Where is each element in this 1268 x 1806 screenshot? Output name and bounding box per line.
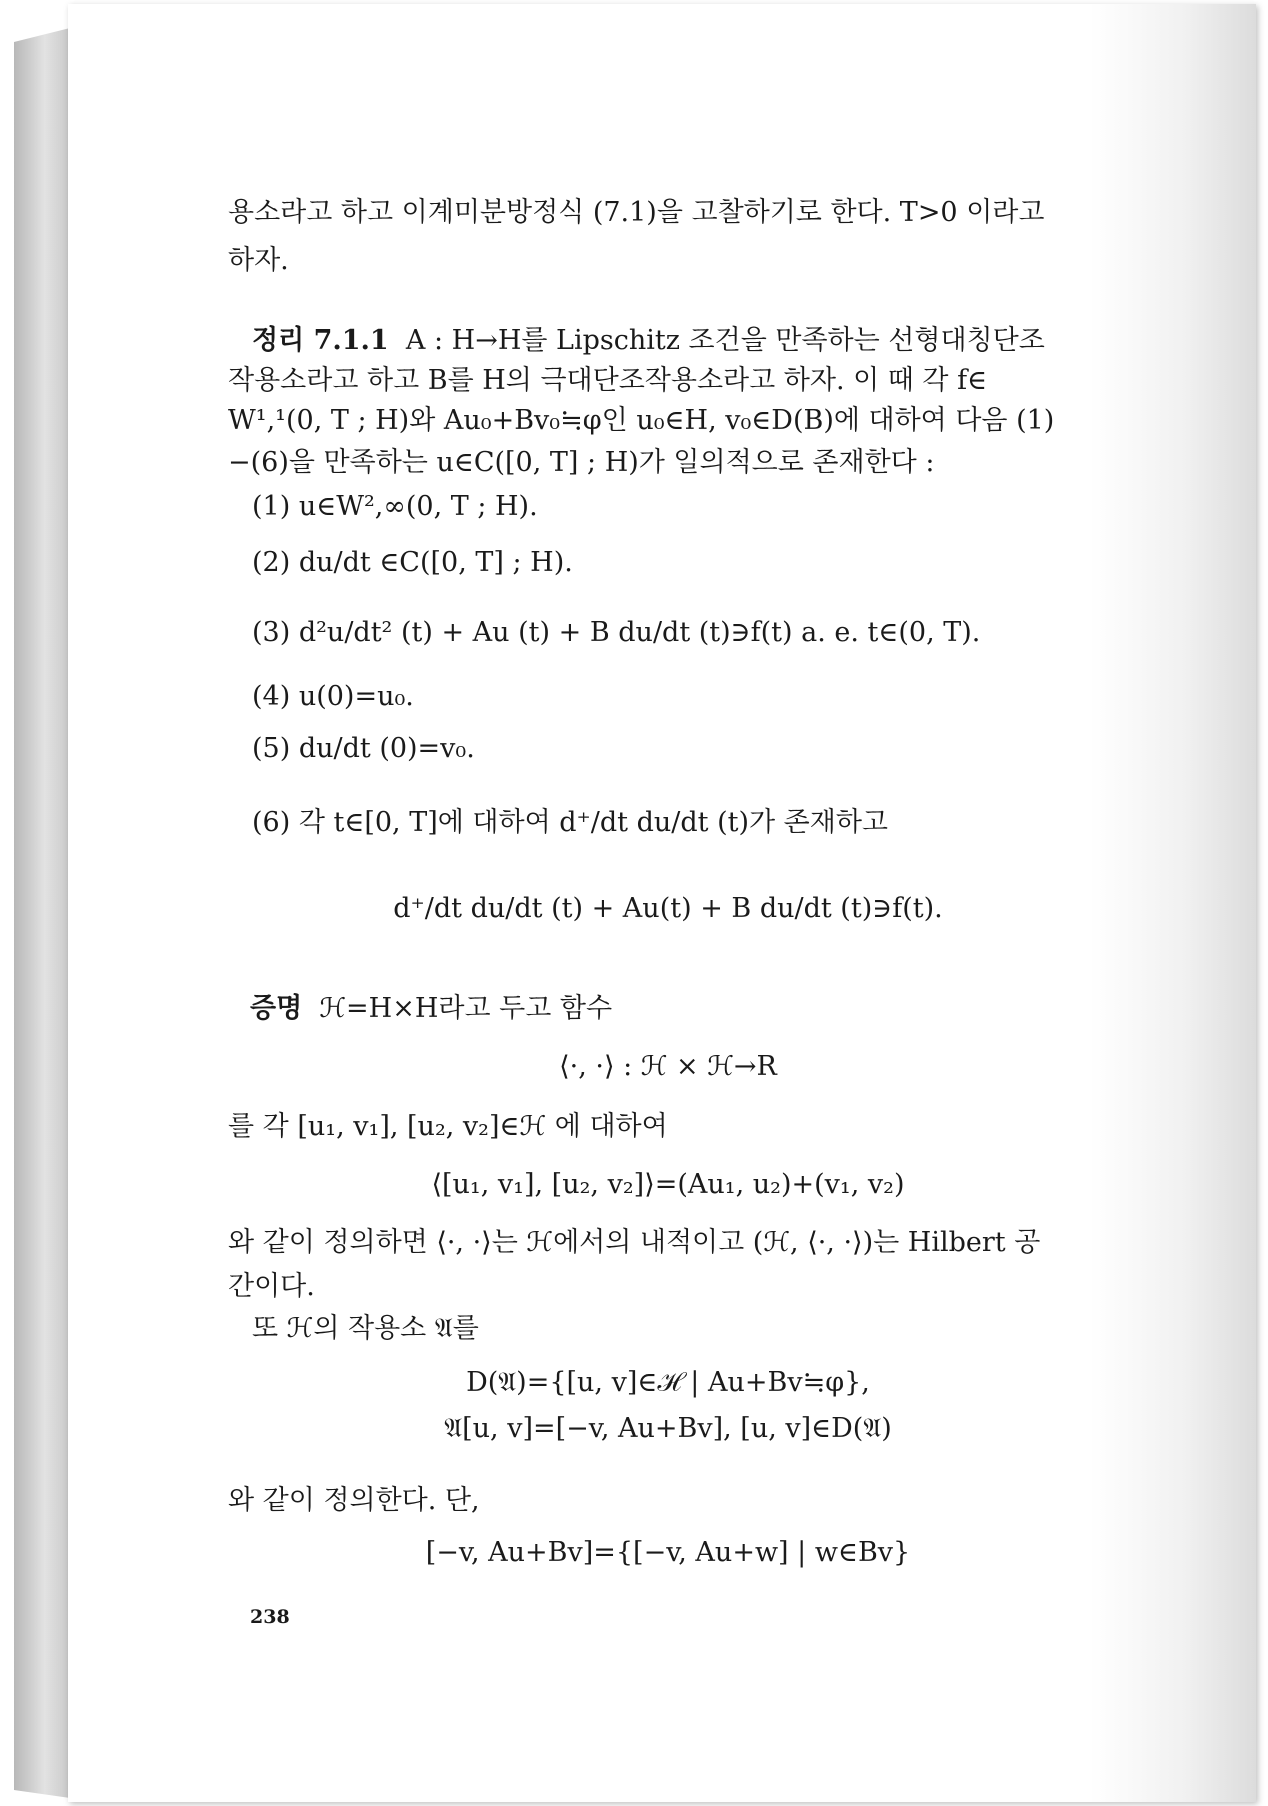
text-line-2: 하자. bbox=[228, 245, 289, 276]
condition-2: (2) du/dt ∈C([0, T] ; H). bbox=[252, 547, 573, 578]
proof-line bbox=[250, 992, 612, 1026]
text-line-also: 또 ℋ의 작용소 𝔄를 bbox=[252, 1313, 479, 1344]
text-line-5: −(6)을 만족하는 u∈C([0, T] ; H)가 일의적으로 존재한다 : bbox=[228, 447, 935, 478]
condition-3: (3) d²u/dt² (t) + Au (t) + B du/dt (t)∋f(t) a. e. t∈(0, T). bbox=[252, 617, 981, 648]
text-line-each: 를 각 [u₁, v₁], [u₂, v₂]∈ℋ 에 대하여 bbox=[228, 1111, 668, 1142]
equation-inner-product: ⟨[u₁, v₁], [u₂, v₂]⟩=(Au₁, u₂)+(v₁, v₂) bbox=[431, 1169, 905, 1200]
text-line-3: 작용소라고 하고 B를 H의 극대단조작용소라고 하자. 이 때 각 f∈ bbox=[228, 365, 988, 396]
text-line-1: 용소라고 하고 이계미분방정식 (7.1)을 고찰하기로 한다. T>0 이라고 bbox=[228, 197, 1045, 228]
condition-6: (6) 각 t∈[0, T]에 대하여 d⁺/dt du/dt (t)가 존재하고 bbox=[252, 807, 888, 838]
equation-6: d⁺/dt du/dt (t) + Au(t) + B du/dt (t)∋f(t). bbox=[393, 893, 943, 924]
theorem-label: 정리 7.1.1 bbox=[252, 325, 389, 356]
theorem-text: A : H→H를 Lipschitz 조건을 만족하는 선형대칭단조 bbox=[405, 325, 1045, 356]
condition-4: (4) u(0)=u₀. bbox=[252, 681, 414, 712]
condition-1: (1) u∈W²,∞(0, T ; H). bbox=[252, 491, 538, 522]
book-spine bbox=[14, 28, 70, 1798]
text-line-4: W¹,¹(0, T ; H)와 Au₀+Bv₀≒φ인 u₀∈H, v₀∈D(B)에 대하여 다음 (1) bbox=[228, 405, 1055, 436]
equation-last: [−v, Au+Bv]={[−v, Au+w] | w∈Bv} bbox=[425, 1537, 911, 1568]
equation-operator: 𝔄[u, v]=[−v, Au+Bv], [u, v]∈D(𝔄) bbox=[444, 1413, 892, 1444]
proof-label: 증명 bbox=[250, 993, 303, 1024]
text-line-def3: 와 같이 정의한다. 단, bbox=[228, 1485, 480, 1516]
proof-text: ℋ=H×H라고 두고 함수 bbox=[319, 993, 613, 1024]
theorem-line bbox=[252, 324, 1045, 358]
text-line-def1: 와 같이 정의하면 ⟨·, ·⟩는 ℋ에서의 내적이고 (ℋ, ⟨·, ·⟩)는 Hilbert 공 bbox=[228, 1227, 1041, 1258]
condition-5: (5) du/dt (0)=v₀. bbox=[252, 733, 475, 764]
equation-domain: D(𝔄)={[u, v]∈ℋ | Au+Bv≒φ}, bbox=[466, 1367, 870, 1398]
equation-bracket: ⟨·, ·⟩ : ℋ × ℋ→R bbox=[559, 1051, 777, 1082]
text-line-def2: 간이다. bbox=[228, 1271, 315, 1302]
page-number: 238 bbox=[250, 1606, 290, 1628]
